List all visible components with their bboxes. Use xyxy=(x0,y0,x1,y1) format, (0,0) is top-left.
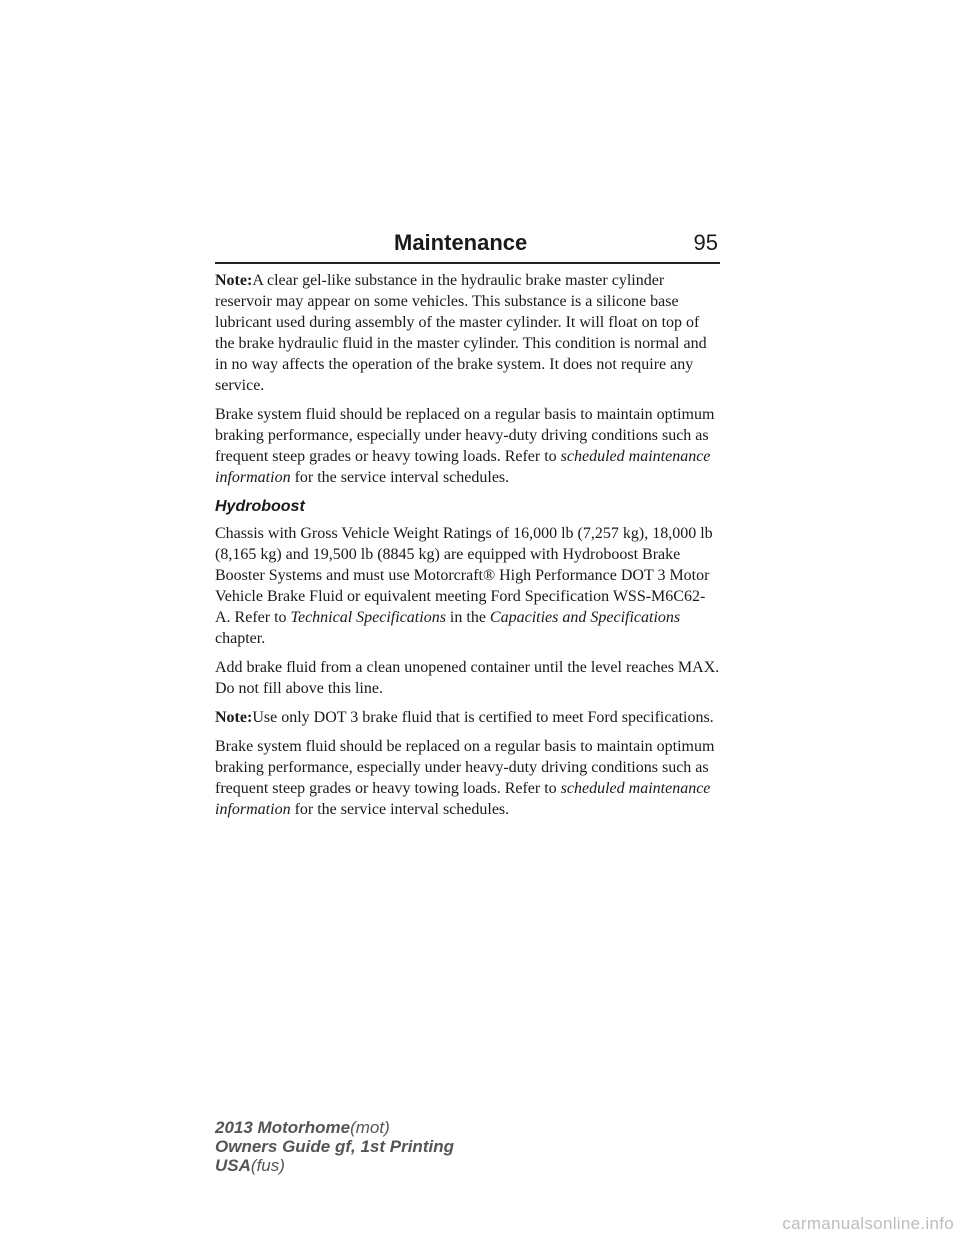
note-paragraph xyxy=(215,707,720,728)
paragraph-text: in the xyxy=(445,609,490,626)
watermark: carmanualsonline.info xyxy=(782,1214,954,1233)
note-label: Note: xyxy=(215,272,253,289)
footer-market-code: (fus) xyxy=(250,1156,285,1175)
hydroboost-paragraph xyxy=(215,523,720,649)
replacement-paragraph xyxy=(215,404,720,488)
cross-reference: scheduled maintenance information xyxy=(215,780,711,818)
cross-reference: Technical Specifications xyxy=(290,609,446,626)
paragraph-text: Chassis with Gross Vehicle Weight Ratings of 16,000 lb (7,257 kg), 18,000 lb (8,165 kg) and 19,500 lb (8845 kg) are equipped with Hydroboost Brake Booster Systems and must use Motorcraft® High Performance DOT 3 Motor Vehicle Brake Fluid or equivalent meeting Ford Specification WSS-M6C62-A. Refer to xyxy=(215,525,713,626)
note-text: Use only DOT 3 brake fluid that is certified to meet Ford specifications. xyxy=(252,709,714,726)
fill-paragraph xyxy=(215,657,720,699)
footer-line xyxy=(215,1156,454,1175)
paragraph-text: Brake system fluid should be replaced on a regular basis to maintain optimum braking performance, especially under heavy-duty driving conditions such as frequent steep grades or heavy towing loads. Refer to xyxy=(215,738,715,797)
paragraph-text: for the service interval schedules. xyxy=(290,801,510,818)
section-title: Maintenance xyxy=(394,230,528,255)
replacement-paragraph xyxy=(215,736,720,820)
paragraph-text: for the service interval schedules. xyxy=(290,469,510,486)
page-footer xyxy=(215,1118,454,1175)
page-body xyxy=(215,270,720,828)
cross-reference: Capacities and Specifications xyxy=(489,609,681,626)
note-paragraph xyxy=(215,270,720,396)
footer-model: 2013 Motorhome xyxy=(215,1118,351,1137)
footer-line xyxy=(215,1118,454,1137)
paragraph-text: Add brake fluid from a clean unopened container until the level reaches MAX. Do not fill above this line. xyxy=(215,659,720,697)
cross-reference: scheduled maintenance information xyxy=(215,448,711,486)
section-heading: Hydroboost xyxy=(215,498,305,515)
paragraph-text: Brake system fluid should be replaced on a regular basis to maintain optimum braking performance, especially under heavy-duty driving conditions such as frequent steep grades or heavy towing loads. Refer to xyxy=(215,406,715,465)
footer-model-code: (mot) xyxy=(350,1118,390,1137)
page-number: 95 xyxy=(693,230,718,255)
page-header xyxy=(215,228,720,264)
note-label: Note: xyxy=(215,709,253,726)
footer-edition: Owners Guide gf, 1st Printing xyxy=(215,1137,454,1156)
paragraph-text: chapter. xyxy=(215,630,266,647)
note-text: A clear gel-like substance in the hydraulic brake master cylinder reservoir may appear on some vehicles. This substance is a silicone base lubricant used during assembly of the master cylinder. It will float on top of the brake hydraulic fluid in the master cylinder. This condition is normal and in no way affects the operation of the brake system. It does not require any service. xyxy=(215,272,707,394)
footer-market: USA xyxy=(215,1156,251,1175)
